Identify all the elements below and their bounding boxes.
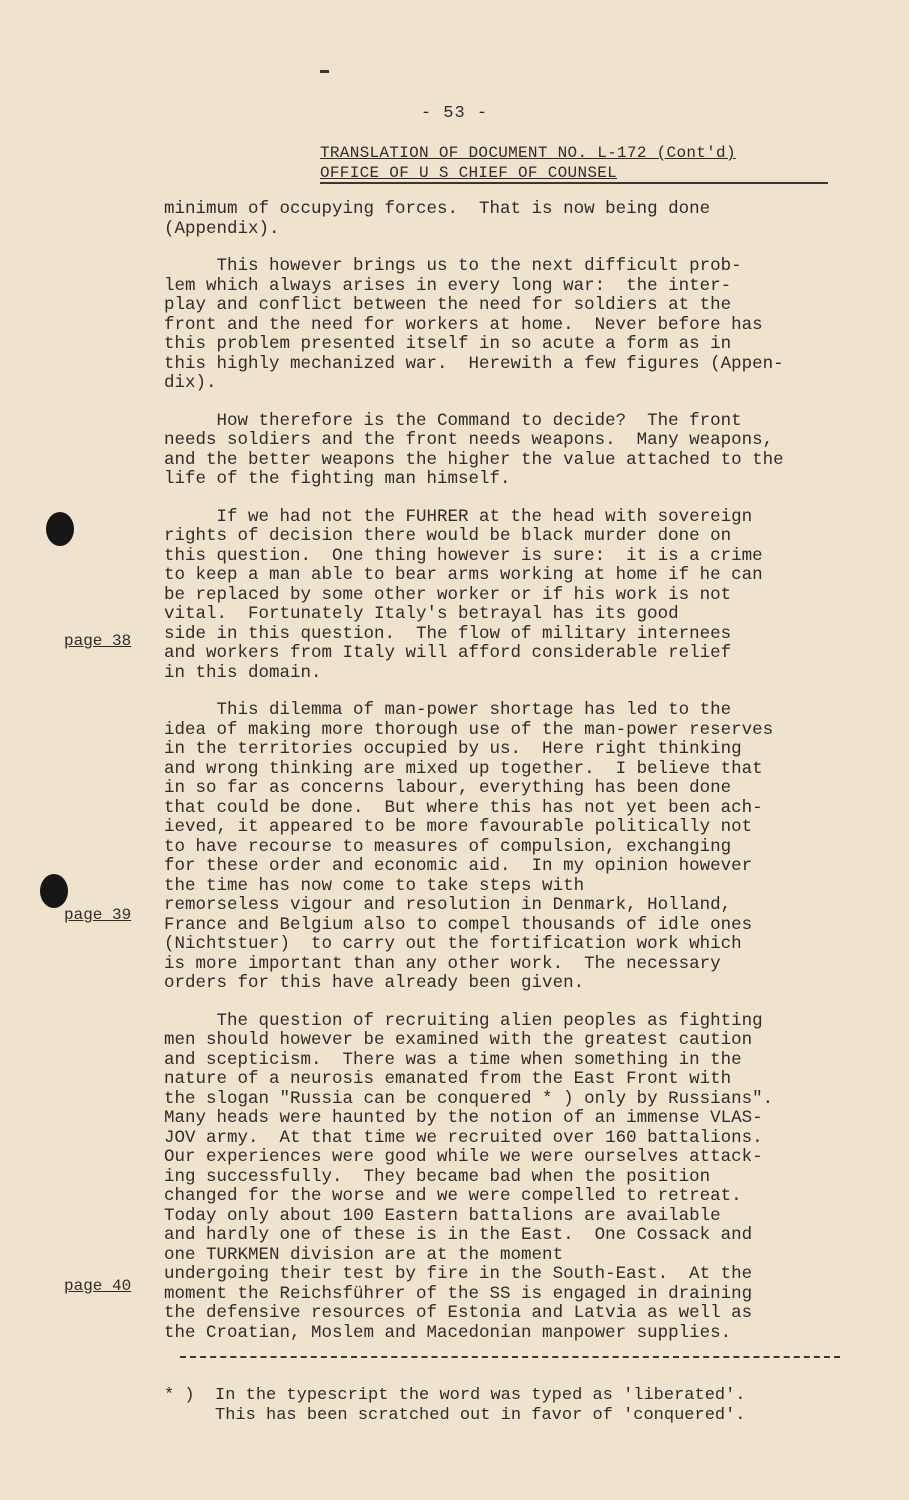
paragraph xyxy=(164,1012,854,1344)
text-line: Our experiences were good while we were ourselves attack- xyxy=(164,1147,763,1167)
text-line: life of the fighting man himself. xyxy=(164,469,511,489)
text-line: orders for this have already been given. xyxy=(164,973,585,993)
text-line: to have recourse to measures of compulsion, exchanging xyxy=(164,836,732,857)
document-header xyxy=(320,143,736,183)
header-rule xyxy=(320,182,828,184)
text-line: (Appendix). xyxy=(164,218,280,239)
header-line-1: TRANSLATION OF DOCUMENT NO. L-172 (Cont'd) xyxy=(320,144,736,162)
text-line: the defensive resources of Estonia and Latvia as well as xyxy=(164,1303,753,1323)
text-line: and scepticism. There was a time when something in the xyxy=(164,1049,742,1070)
text-line: If we had not the FUHRER at the head with sovereign xyxy=(164,506,753,527)
paragraph-gap xyxy=(164,490,854,508)
text-line: This dilemma of man-power shortage has led to the xyxy=(164,700,732,720)
text-line: France and Belgium also to compel thousands of idle ones xyxy=(164,914,753,935)
text-line: the slogan "Russia can be conquered * ) only by Russians". xyxy=(164,1088,774,1109)
text-line: side in this question. The flow of military internees xyxy=(164,623,732,644)
margin-note-page-38: page 38 xyxy=(64,632,132,650)
text-line: the Croatian, Moslem and Macedonian manpower supplies. xyxy=(164,1322,732,1343)
text-line: How therefore is the Command to decide? The front xyxy=(164,410,742,431)
text-line: this highly mechanized war. Herewith a few figures (Appen- xyxy=(164,353,784,374)
text-line: play and conflict between the need for soldiers at the xyxy=(164,295,732,315)
paragraph-gap xyxy=(164,683,854,701)
text-line: one TURKMEN division are at the moment xyxy=(164,1244,564,1265)
footnote xyxy=(164,1386,746,1426)
paragraph xyxy=(164,412,854,490)
text-line: This however brings us to the next difficult prob- xyxy=(164,256,742,276)
paragraph xyxy=(164,200,854,239)
text-line: Many heads were haunted by the notion of an immense VLAS- xyxy=(164,1108,763,1128)
header-line-2: OFFICE OF U S CHIEF OF COUNSEL xyxy=(320,164,618,182)
punch-hole xyxy=(46,512,74,546)
text-line: needs soldiers and the front needs weapons. Many weapons, xyxy=(164,430,774,450)
text-line: idea of making more thorough use of the man-power reserves xyxy=(164,719,774,740)
text-line: that could be done. But where this has not yet been ach- xyxy=(164,797,763,818)
text-line: nature of a neurosis emanated from the East Front with xyxy=(164,1069,732,1089)
text-line: for these order and economic aid. In my opinion however xyxy=(164,856,753,876)
margin-note-page-40: page 40 xyxy=(64,1277,132,1295)
text-line: front and the need for workers at home. Never before has xyxy=(164,314,763,335)
text-line: and hardly one of these is in the East. One Cossack and xyxy=(164,1225,753,1245)
text-line: remorseless vigour and resolution in Denmark, Holland, xyxy=(164,895,732,915)
text-line: men should however be examined with the greatest caution xyxy=(164,1030,753,1050)
footnote-line-1: * ) In the typescript the word was typed as 'liberated'. xyxy=(164,1386,746,1405)
text-line: changed for the worse and we were compelled to retreat. xyxy=(164,1186,742,1206)
text-line: Today only about 100 Eastern battalions are available xyxy=(164,1205,721,1226)
text-line: (Nichtstuer) to carry out the fortification work which xyxy=(164,934,742,954)
text-line: this question. One thing however is sure: it is a crime xyxy=(164,545,763,566)
text-line: The question of recruiting alien peoples as fighting xyxy=(164,1010,763,1031)
paragraph-gap xyxy=(164,994,854,1012)
text-line: vital. Fortunately Italy's betrayal has its good xyxy=(164,604,679,624)
margin-note-page-39: page 39 xyxy=(64,906,132,924)
paragraph xyxy=(164,701,854,994)
text-line: ieved, it appeared to be more favourable politically not xyxy=(164,817,753,837)
page-number: - 53 - xyxy=(420,104,489,123)
punch-hole xyxy=(40,874,68,908)
text-line: the time has now come to take steps with xyxy=(164,875,585,896)
text-line: and workers from Italy will afford considerable relief xyxy=(164,643,732,663)
text-line: to keep a man able to bear arms working at home if he can xyxy=(164,565,763,585)
document-body xyxy=(164,200,854,1343)
text-line: minimum of occupying forces. That is now being done xyxy=(164,199,711,219)
text-line: ing successfully. They became bad when the position xyxy=(164,1166,711,1187)
text-line: undergoing their test by fire in the South-East. At the xyxy=(164,1264,753,1284)
text-line: and wrong thinking are mixed up together. I believe that xyxy=(164,758,763,779)
paragraph xyxy=(164,508,854,684)
text-line: this problem presented itself in so acute a form as in xyxy=(164,334,732,354)
text-line: be replaced by some other worker or if his work is not xyxy=(164,584,732,605)
text-line: lem which always arises in every long war: the inter- xyxy=(164,275,732,296)
text-line: dix). xyxy=(164,373,217,393)
text-line: in the territories occupied by us. Here right thinking xyxy=(164,739,742,759)
text-line: in this domain. xyxy=(164,662,322,683)
footnote-line-2: This has been scratched out in favor of 'conquered'. xyxy=(164,1406,746,1425)
text-line: JOV army. At that time we recruited over 160 battalions. xyxy=(164,1127,763,1148)
text-line: moment the Reichsführer of the SS is engaged in draining xyxy=(164,1283,753,1304)
text-line: in so far as concerns labour, everything has been done xyxy=(164,778,732,798)
footnote-separator xyxy=(180,1356,840,1358)
text-line: is more important than any other work. The necessary xyxy=(164,953,721,974)
paragraph xyxy=(164,257,854,394)
paragraph-gap xyxy=(164,394,854,412)
stray-mark xyxy=(320,70,329,73)
paragraph-gap xyxy=(164,239,854,257)
text-line: rights of decision there would be black murder done on xyxy=(164,526,732,546)
text-line: and the better weapons the higher the value attached to the xyxy=(164,449,784,470)
